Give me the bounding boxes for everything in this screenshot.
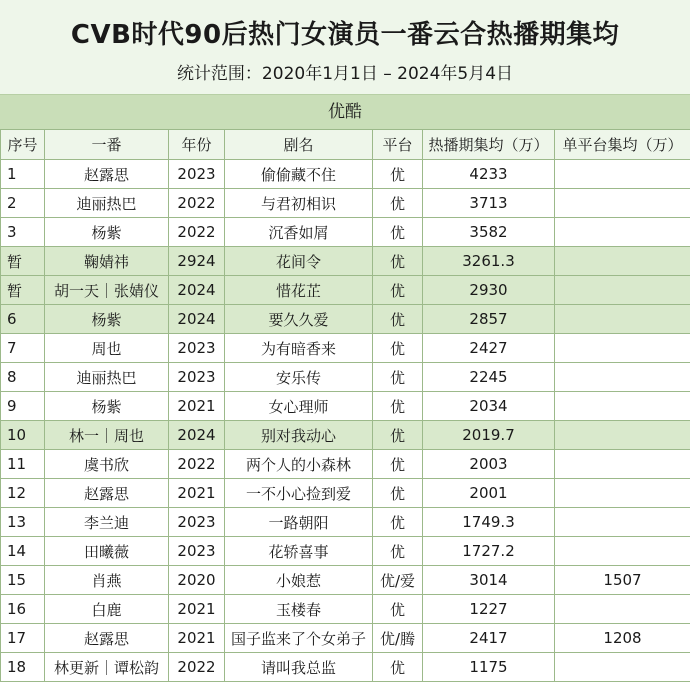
cell-platform: 优 xyxy=(373,421,423,450)
cell-platform: 优 xyxy=(373,392,423,421)
cell-avg: 1749.3 xyxy=(423,508,555,537)
cell-actor: 林更新｜谭松韵 xyxy=(45,653,169,682)
cell-seq: 13 xyxy=(1,508,45,537)
cell-actor: 杨紫 xyxy=(45,392,169,421)
table-row xyxy=(1,363,690,392)
date-range: 统计范围：2020年1月1日 – 2024年5月4日 xyxy=(0,60,690,88)
cell-platform: 优/腾 xyxy=(373,624,423,653)
cell-year: 2021 xyxy=(169,624,225,653)
cell-single xyxy=(555,363,690,392)
cell-single xyxy=(555,653,690,682)
cell-year: 2021 xyxy=(169,595,225,624)
cell-drama: 国子监来了个女弟子 xyxy=(225,624,373,653)
cell-single xyxy=(555,421,690,450)
table-row xyxy=(1,218,690,247)
cell-drama: 一路朝阳 xyxy=(225,508,373,537)
cell-year: 2023 xyxy=(169,363,225,392)
cell-avg: 3713 xyxy=(423,189,555,218)
cell-single xyxy=(555,305,690,334)
cell-platform: 优 xyxy=(373,218,423,247)
header xyxy=(0,0,690,94)
cell-single xyxy=(555,479,690,508)
section-label: 优酷 xyxy=(0,94,690,129)
cell-seq: 10 xyxy=(1,421,45,450)
cell-single xyxy=(555,392,690,421)
cell-platform: 优 xyxy=(373,334,423,363)
cell-single xyxy=(555,247,690,276)
cell-platform: 优/爱 xyxy=(373,566,423,595)
cell-avg: 2245 xyxy=(423,363,555,392)
cell-avg: 2001 xyxy=(423,479,555,508)
cell-platform: 优 xyxy=(373,450,423,479)
cell-avg: 3014 xyxy=(423,566,555,595)
cell-drama: 惜花芷 xyxy=(225,276,373,305)
table-body xyxy=(1,160,690,682)
cell-platform: 优 xyxy=(373,276,423,305)
cell-seq: 11 xyxy=(1,450,45,479)
col-header-drama: 剧名 xyxy=(225,130,373,160)
cell-year: 2024 xyxy=(169,305,225,334)
cell-seq: 1 xyxy=(1,160,45,189)
cell-drama: 请叫我总监 xyxy=(225,653,373,682)
cell-year: 2024 xyxy=(169,421,225,450)
col-header-single: 单平台集均（万） xyxy=(555,130,690,160)
cell-actor: 肖燕 xyxy=(45,566,169,595)
cell-avg: 2417 xyxy=(423,624,555,653)
cell-single xyxy=(555,450,690,479)
cell-actor: 赵露思 xyxy=(45,624,169,653)
cell-actor: 虞书欣 xyxy=(45,450,169,479)
cell-actor: 迪丽热巴 xyxy=(45,189,169,218)
cell-seq: 17 xyxy=(1,624,45,653)
table-row xyxy=(1,450,690,479)
cell-seq: 12 xyxy=(1,479,45,508)
cell-drama: 花间令 xyxy=(225,247,373,276)
cell-seq: 2 xyxy=(1,189,45,218)
cell-single xyxy=(555,189,690,218)
col-header-avg: 热播期集均（万） xyxy=(423,130,555,160)
cell-year: 2022 xyxy=(169,450,225,479)
cell-platform: 优 xyxy=(373,160,423,189)
cell-seq: 6 xyxy=(1,305,45,334)
table-row xyxy=(1,653,690,682)
table-row xyxy=(1,421,690,450)
cell-seq: 18 xyxy=(1,653,45,682)
cell-actor: 杨紫 xyxy=(45,218,169,247)
cell-single xyxy=(555,218,690,247)
cell-year: 2023 xyxy=(169,537,225,566)
table-row xyxy=(1,566,690,595)
cell-seq: 暂 xyxy=(1,276,45,305)
table-row xyxy=(1,508,690,537)
cell-drama: 小娘惹 xyxy=(225,566,373,595)
cell-single xyxy=(555,334,690,363)
cell-year: 2924 xyxy=(169,247,225,276)
cell-actor: 迪丽热巴 xyxy=(45,363,169,392)
cell-year: 2021 xyxy=(169,479,225,508)
col-header-platform: 平台 xyxy=(373,130,423,160)
cell-year: 2024 xyxy=(169,276,225,305)
cell-drama: 两个人的小森林 xyxy=(225,450,373,479)
cell-seq: 15 xyxy=(1,566,45,595)
cell-single xyxy=(555,537,690,566)
cell-seq: 7 xyxy=(1,334,45,363)
cell-single xyxy=(555,508,690,537)
cell-year: 2023 xyxy=(169,334,225,363)
cell-drama: 女心理师 xyxy=(225,392,373,421)
cell-actor: 赵露思 xyxy=(45,160,169,189)
cell-drama: 要久久爱 xyxy=(225,305,373,334)
table-row xyxy=(1,392,690,421)
table-row xyxy=(1,595,690,624)
cell-avg: 1175 xyxy=(423,653,555,682)
cell-year: 2022 xyxy=(169,218,225,247)
cell-actor: 胡一天｜张婧仪 xyxy=(45,276,169,305)
cell-platform: 优 xyxy=(373,305,423,334)
cell-drama: 别对我动心 xyxy=(225,421,373,450)
cell-platform: 优 xyxy=(373,537,423,566)
cell-actor: 李兰迪 xyxy=(45,508,169,537)
cell-platform: 优 xyxy=(373,479,423,508)
cell-avg: 3261.3 xyxy=(423,247,555,276)
cell-drama: 玉楼春 xyxy=(225,595,373,624)
cell-actor: 田曦薇 xyxy=(45,537,169,566)
table-row xyxy=(1,160,690,189)
cell-platform: 优 xyxy=(373,595,423,624)
cell-avg: 3582 xyxy=(423,218,555,247)
cell-seq: 16 xyxy=(1,595,45,624)
table-row xyxy=(1,247,690,276)
page-title: CVB时代90后热门女演员一番云合热播期集均 xyxy=(0,0,690,58)
cell-year: 2022 xyxy=(169,653,225,682)
col-header-seq: 序号 xyxy=(1,130,45,160)
table-row xyxy=(1,537,690,566)
table-row xyxy=(1,276,690,305)
cell-actor: 白鹿 xyxy=(45,595,169,624)
table-header-row xyxy=(1,130,690,160)
cell-platform: 优 xyxy=(373,653,423,682)
col-header-year: 年份 xyxy=(169,130,225,160)
cell-year: 2020 xyxy=(169,566,225,595)
cell-drama: 安乐传 xyxy=(225,363,373,392)
cell-actor: 鞠婧祎 xyxy=(45,247,169,276)
cell-actor: 林一｜周也 xyxy=(45,421,169,450)
table-row xyxy=(1,624,690,653)
table-row xyxy=(1,189,690,218)
cell-platform: 优 xyxy=(373,189,423,218)
cell-avg: 2857 xyxy=(423,305,555,334)
cell-seq: 9 xyxy=(1,392,45,421)
cell-drama: 花轿喜事 xyxy=(225,537,373,566)
cell-seq: 暂 xyxy=(1,247,45,276)
cell-drama: 为有暗香来 xyxy=(225,334,373,363)
cell-drama: 偷偷藏不住 xyxy=(225,160,373,189)
cell-seq: 3 xyxy=(1,218,45,247)
table-row xyxy=(1,305,690,334)
cell-year: 2021 xyxy=(169,392,225,421)
cell-avg: 2034 xyxy=(423,392,555,421)
cell-avg: 2019.7 xyxy=(423,421,555,450)
cell-year: 2023 xyxy=(169,160,225,189)
cell-avg: 1727.2 xyxy=(423,537,555,566)
cell-actor: 赵露思 xyxy=(45,479,169,508)
cell-avg: 2003 xyxy=(423,450,555,479)
cell-avg: 2930 xyxy=(423,276,555,305)
cell-avg: 1227 xyxy=(423,595,555,624)
cell-drama: 一不小心捡到爱 xyxy=(225,479,373,508)
cell-single xyxy=(555,595,690,624)
col-header-actor: 一番 xyxy=(45,130,169,160)
table-row xyxy=(1,334,690,363)
cell-single: 1208 xyxy=(555,624,690,653)
cell-actor: 杨紫 xyxy=(45,305,169,334)
cell-single: 1507 xyxy=(555,566,690,595)
cell-year: 2022 xyxy=(169,189,225,218)
ranking-table xyxy=(0,129,690,682)
cell-platform: 优 xyxy=(373,363,423,392)
cell-seq: 14 xyxy=(1,537,45,566)
cell-drama: 沉香如屑 xyxy=(225,218,373,247)
cell-year: 2023 xyxy=(169,508,225,537)
cell-avg: 2427 xyxy=(423,334,555,363)
cell-single xyxy=(555,160,690,189)
cell-single xyxy=(555,276,690,305)
cell-seq: 8 xyxy=(1,363,45,392)
cell-platform: 优 xyxy=(373,508,423,537)
cell-actor: 周也 xyxy=(45,334,169,363)
cell-platform: 优 xyxy=(373,247,423,276)
table-row xyxy=(1,479,690,508)
cell-drama: 与君初相识 xyxy=(225,189,373,218)
cell-avg: 4233 xyxy=(423,160,555,189)
